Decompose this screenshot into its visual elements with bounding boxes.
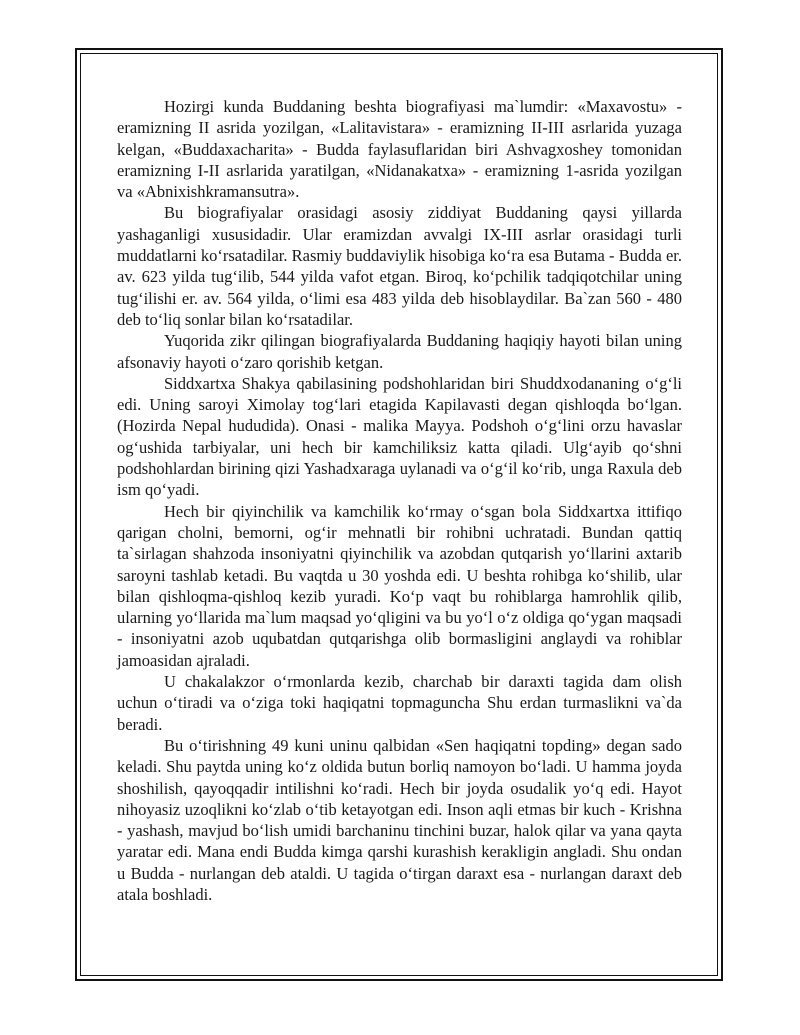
paragraph: Siddxartxa Shakya qabilasining podshohlaridan biri Shuddxodananing oʻgʻli edi. Uning saroyi Ximolay togʻlari etagida Kapilavasti degan qishloqda boʻlgan. (Hozirda Nepal hududida). Onasi - malika Mayya. Podshoh oʻgʻlini orzu havaslar ogʻushida tarbiyalar, uni hech bir kamchiliksiz katta qiladi. Ulgʻayib qoʻshni podshohlardan birining qizi Yashadxaraga uylanadi va oʻgʻil koʻrib, unga Raxula deb ism qoʻyadi. bbox=[117, 373, 682, 500]
document-body bbox=[117, 96, 682, 905]
paragraph: Yuqorida zikr qilingan biografiyalarda Buddaning haqiqiy hayoti bilan uning afsonaviy hayoti oʻzaro qorishib ketgan. bbox=[117, 331, 682, 372]
paragraph: Hech bir qiyinchilik va kamchilik koʻrmay oʻsgan bola Siddxartxa ittifiqo qarigan cholni, bemorni, ogʻir mehnatli bir rohibni uchratadi. Bundan qattiq ta`sirlagan shahzoda insoniyatni qiyinchilik va azobdan qutqarish yoʻllarini axtarib saroyni tashlab ketadi. Bu vaqtda u 30 yoshda edi. U beshta rohibga koʻshilib, ular bilan qishloqma-qishloq kezib yuradi. Koʻp vaqt bu rohiblarga hamrohlik qilib, ularning yoʻllarida ma`lum maqsad yoʻqligini va bu yoʻl oʻz oldiga qoʻygan maqsadi - insoniyatni azob uqubatdan qutqarishga olib bormasligini anglaydi va rohiblar jamoasidan ajraladi. bbox=[117, 501, 682, 670]
paragraph: U chakalakzor oʻrmonlarda kezib, charchab bir daraxti tagida dam olish uchun oʻtiradi va oʻziga toki haqiqatni topmaguncha Shu erdan turmaslikni va`da beradi. bbox=[117, 672, 682, 734]
paragraph: Bu oʻtirishning 49 kuni uninu qalbidan «Sen haqiqatni topding» degan sado keladi. Shu paytda uning koʻz oldida butun borliq namoyon boʻladi. U hamma joyda shoshilish, qayoqqadir intilishni koʻradi. Hech bir joyda osudalik yoʻq edi. Hayot nihoyasiz uzoqlikni koʻzlab oʻtib ketayotgan edi. Inson aqli etmas bir kuch - Krishna - yashash, mavjud boʻlish umidi barchaninu tinchini buzar, halok qilar va yana qayta yaratar edi. Mana endi Budda kimga qarshi kurashish kerakligin angladi. Shu ondan u Budda - nurlangan deb ataldi. U tagida oʻtirgan daraxt esa - nurlangan daraxt deb atala boshladi. bbox=[117, 735, 682, 904]
paragraph: Bu biografiyalar orasidagi asosiy ziddiyat Buddaning qaysi yillarda yashaganligi xususidadir. Ular eramizdan avvalgi IX-III asrlar orasidagi turli muddatlarni koʻrsatadilar. Rasmiy buddaviylik hisobiga koʻra esa Butama - Budda er. av. 623 yilda tugʻilib, 544 yilda vafot etgan. Biroq, koʻpchilik tadqiqotchilar uning tugʻilishi er. av. 564 yilda, oʻlimi esa 483 yilda deb hisoblaydilar. Ba`zan 560 - 480 deb toʻliq sonlar bilan koʻrsatadilar. bbox=[117, 203, 682, 329]
paragraph: Hozirgi kunda Buddaning beshta biografiyasi ma`lumdir: «Maxavostu» - eramizning II asrida yozilgan, «Lalitavistara» - eramizning II-III asrlarida yuzaga kelgan, «Buddaxacharita» - Budda faylasuflaridan biri Ashvagxoshey tomonidan eramizning I-II asrlarida yaratilgan, «Nidanakatxa» - eramizning 1-asrida yozilgan va «Abnixishkramansutra». bbox=[117, 97, 682, 202]
